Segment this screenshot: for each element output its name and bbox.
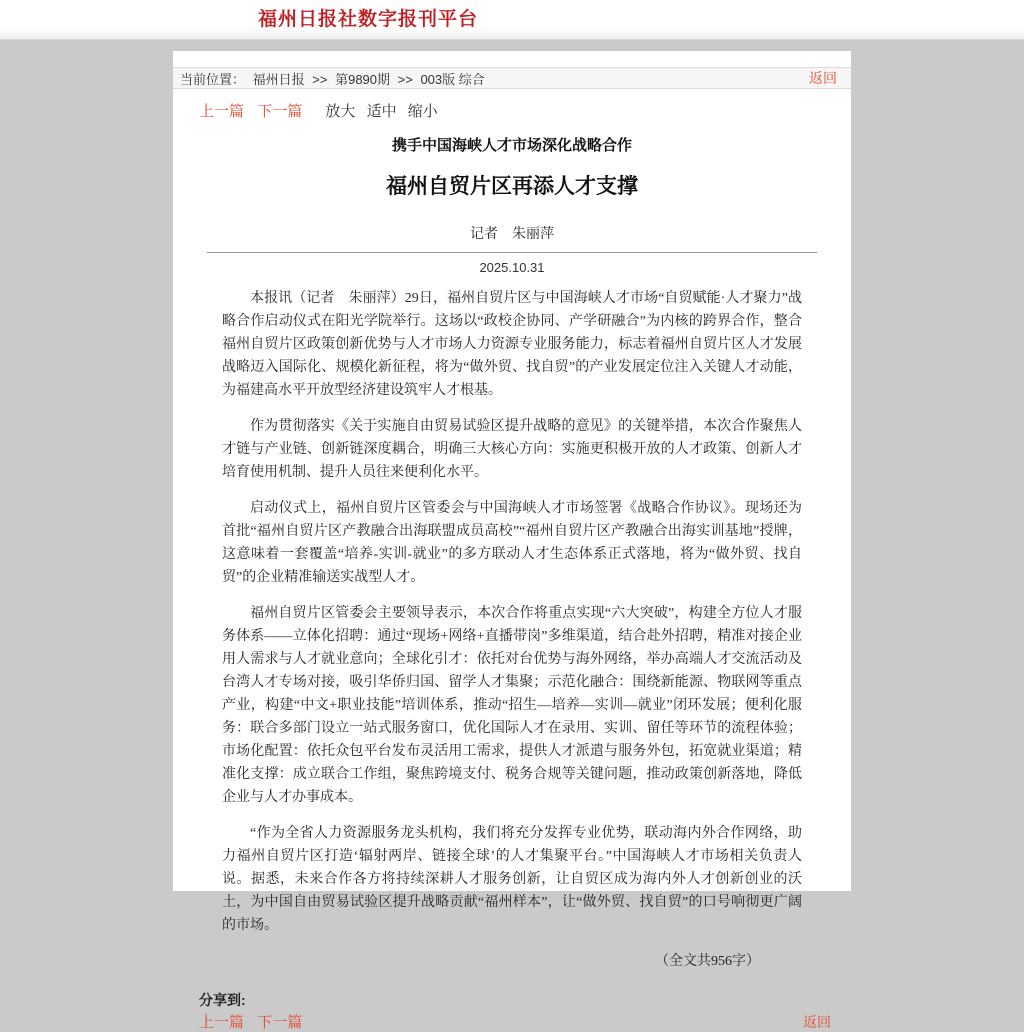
article-paragraph: 作为贯彻落实《关于实施自由贸易试验区提升战略的意见》的关键举措，本次合作聚焦人才链与产业链、创新链深度耦合，明确三大核心方向：实施更积极开放的人才政策、创新人才培育使用机制、提升人员往来便利化水平。 bbox=[222, 419, 802, 480]
article-byline: 记者 朱丽萍 bbox=[470, 225, 554, 241]
back-link-top[interactable]: 返回 bbox=[809, 70, 837, 86]
breadcrumb-item-page[interactable]: 003版 综合 bbox=[420, 71, 485, 87]
footer-bar bbox=[173, 1010, 851, 1032]
breadcrumb bbox=[180, 69, 489, 88]
font-zoom-in-link[interactable]: 放大 bbox=[325, 103, 356, 120]
prev-article-link-bottom[interactable]: 上一篇 bbox=[199, 1014, 245, 1031]
article-paragraph: 本报讯（记者 朱丽萍）29日，福州自贸片区与中国海峡人才市场“自贸赋能·人才聚力”战略合作启动仪式在阳光学院举行。这场以“政校企协同、产学研融合”为内核的跨界合作，整合福州自贸片区政策创新优势与人才市场人力资源专业服务能力，标志着福州自贸片区人才发展战略迈入国际化、规模化新征程，将为“做外贸、找自贸”的产业发展定位注入关键人才动能，为福建高水平开放型经济建设筑牢人才根基。 bbox=[222, 291, 802, 398]
breadcrumb-label: 当前位置： bbox=[180, 71, 246, 87]
footer-nav bbox=[199, 1011, 311, 1032]
article-paragraph: 福州自贸片区管委会主要领导表示，本次合作将重点实现“六大突破”，构建全方位人才服务体系——立体化招聘：通过“现场+网络+直播带岗”多维渠道，结合赴外招聘，精准对接企业用人需求与人才就业意向；全球化引才：依托对台优势与海外网络，举办高端人才交流活动及台湾人才专场对接，吸引华侨归国、留学人才集聚；示范化融合：围绕新能源、物联网等重点产业，构建“中文+职业技能”培训体系，推动“招生—培养—实训—就业”闭环发展；便利化服务：联合多部门设立一站式服务窗口，优化国际人才在录用、实训、留任等环节的流程体验；市场化配置：依托众包平台发布灵活用工需求，提供人才派遣与服务外包，拓宽就业渠道；精准化支撑：成立联合工作组，聚焦跨境支付、税务合规等关键问题，推动政策创新落地，降低企业与人才办事成本。 bbox=[222, 606, 802, 805]
article-paragraph: “作为全省人力资源服务龙头机构，我们将充分发挥专业优势，联动海内外合作网络，助力福州自贸片区打造‘辐射两岸、链接全球’的人才集聚平台。”中国海峡人才市场相关负责人说。据悉，未来合作各方将持续深耕人才服务创新，让自贸区成为海内外人才创新创业的沃土，为中国自由贸易试验区提升战略贡献“福州样本”，让“做外贸、找自贸”的口号响彻更广阔的市场。 bbox=[222, 826, 802, 933]
content-panel bbox=[173, 51, 851, 1031]
article-subtitle: 携手中国海峡人才市场深化战略合作 bbox=[391, 137, 632, 154]
article-date: 2025.10.31 bbox=[479, 260, 545, 275]
article-paragraph: 启动仪式上，福州自贸片区管委会与中国海峡人才市场签署《战略合作协议》。现场还为首批“福州自贸片区产教融合出海联盟成员高校”“福州自贸片区产教融合出海实训基地”授牌，这意味着一套覆盖“培养-实训-就业”的多方联动人才生态体系正式落地，将为“做外贸、找自贸”的企业精准输送实战型人才。 bbox=[222, 501, 802, 585]
article-title: 福州自贸片区再添人才支撑 bbox=[386, 175, 638, 198]
prev-article-link[interactable]: 上一篇 bbox=[199, 103, 245, 120]
font-zoom-fit-link[interactable]: 适中 bbox=[366, 103, 397, 120]
breadcrumb-item-paper[interactable]: 福州日报 bbox=[252, 71, 305, 87]
breadcrumb-separator: >> bbox=[397, 71, 413, 87]
back-link-bottom[interactable]: 返回 bbox=[803, 1013, 831, 1030]
breadcrumb-bar bbox=[173, 67, 851, 89]
byline-divider bbox=[207, 252, 817, 253]
breadcrumb-item-issue[interactable]: 第9890期 bbox=[335, 71, 391, 87]
next-article-link[interactable]: 下一篇 bbox=[257, 103, 303, 120]
font-zoom-out-link[interactable]: 缩小 bbox=[407, 103, 438, 120]
article-body bbox=[222, 287, 802, 937]
word-count: （全文共956字） bbox=[655, 954, 760, 969]
site-header bbox=[0, 0, 1024, 40]
article bbox=[173, 89, 851, 1010]
article-toolbar bbox=[199, 100, 825, 121]
site-title: 福州日报社数字报刊平台 bbox=[258, 9, 479, 30]
next-article-link-bottom[interactable]: 下一篇 bbox=[257, 1014, 303, 1031]
share-label: 分享到: bbox=[199, 992, 246, 1008]
breadcrumb-separator: >> bbox=[312, 71, 328, 87]
